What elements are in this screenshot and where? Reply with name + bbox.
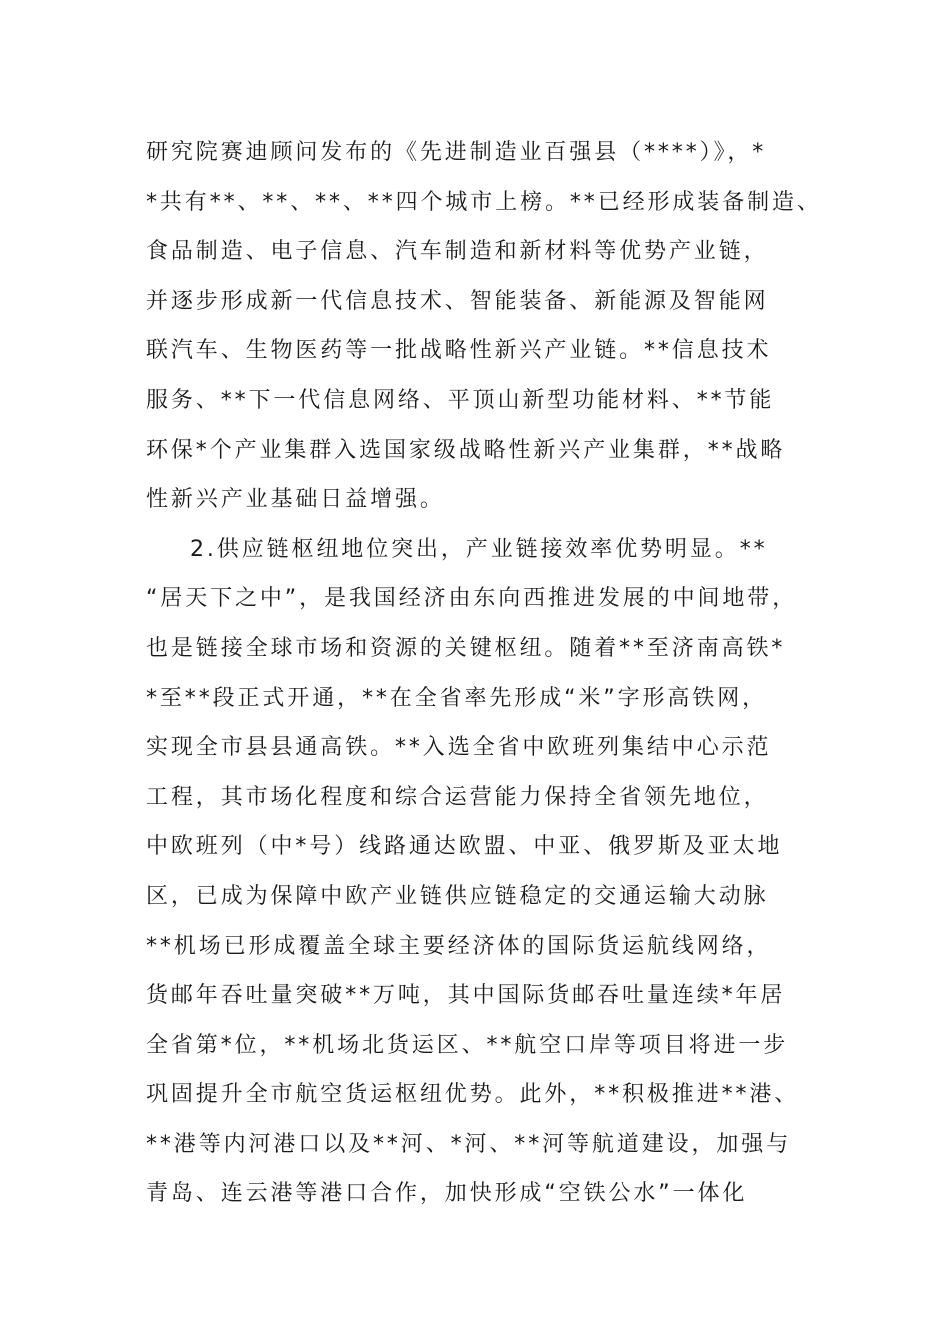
text-line: *至**段正式开通，**在全省率先形成“米”字形高铁网， xyxy=(146,685,767,711)
section-heading-line: 2.供应链枢纽地位突出，产业链接效率优势明显。** xyxy=(190,536,768,562)
text-line: **机场已形成覆盖全球主要经济体的国际货运航线网络， xyxy=(146,933,772,959)
text-line: 环保*个产业集群入选国家级战略性新兴产业集群，**战略 xyxy=(146,437,786,463)
text-line: 全省第*位，**机场北货运区、**航空口岸等项目将进一步 xyxy=(146,1032,789,1058)
text-line: 也是链接全球市场和资源的关键枢纽。随着**至济南高铁* xyxy=(146,635,786,661)
paragraph-supply-chain-hub xyxy=(146,525,836,1219)
text-line: 食品制造、电子信息、汽车制造和新材料等优势产业链， xyxy=(146,239,769,265)
text-line: 区，已成为保障中欧产业链供应链稳定的交通运输大动脉 xyxy=(146,883,769,909)
text-line: *共有**、**、**、**四个城市上榜。**已经形成装备制造、 xyxy=(146,189,822,215)
text-line: 性新兴产业基础日益增强。 xyxy=(146,487,445,513)
text-line: 联汽车、生物医药等一批战略性新兴产业链。**信息技术 xyxy=(146,338,772,364)
text-line: 工程，其市场化程度和综合运营能力保持全省领先地位， xyxy=(146,784,769,810)
paragraph-industry-chains xyxy=(146,128,836,525)
text-line: “居天下之中”，是我国经济由东向西推进发展的中间地带， xyxy=(146,586,798,612)
text-line: 中欧班列（中*号）线路通达欧盟、中亚、俄罗斯及亚太地 xyxy=(146,834,783,860)
text-line: 服务、**下一代信息网络、平顶山新型功能材料、**节能 xyxy=(146,387,775,413)
text-line: 巩固提升全市航空货运枢纽优势。此外，**积极推进**港、 xyxy=(146,1082,800,1108)
text-line: 实现全市县县通高铁。**入选全省中欧班列集结中心示范 xyxy=(146,735,772,761)
document-body xyxy=(146,128,836,1219)
text-line: 青岛、连云港等港口合作，加快形成“空铁公水”一体化 xyxy=(146,1181,748,1207)
text-line: **港等内河港口以及**河、*河、**河等航道建设，加强与 xyxy=(146,1131,792,1157)
text-line: 研究院赛迪顾问发布的《先进制造业百强县（****）》，* xyxy=(146,140,767,165)
text-line: 并逐步形成新一代信息技术、智能装备、新能源及智能网 xyxy=(146,288,769,314)
text-line: 货邮年吞吐量突破**万吨，其中国际货邮吞吐量连续*年居 xyxy=(146,983,786,1009)
